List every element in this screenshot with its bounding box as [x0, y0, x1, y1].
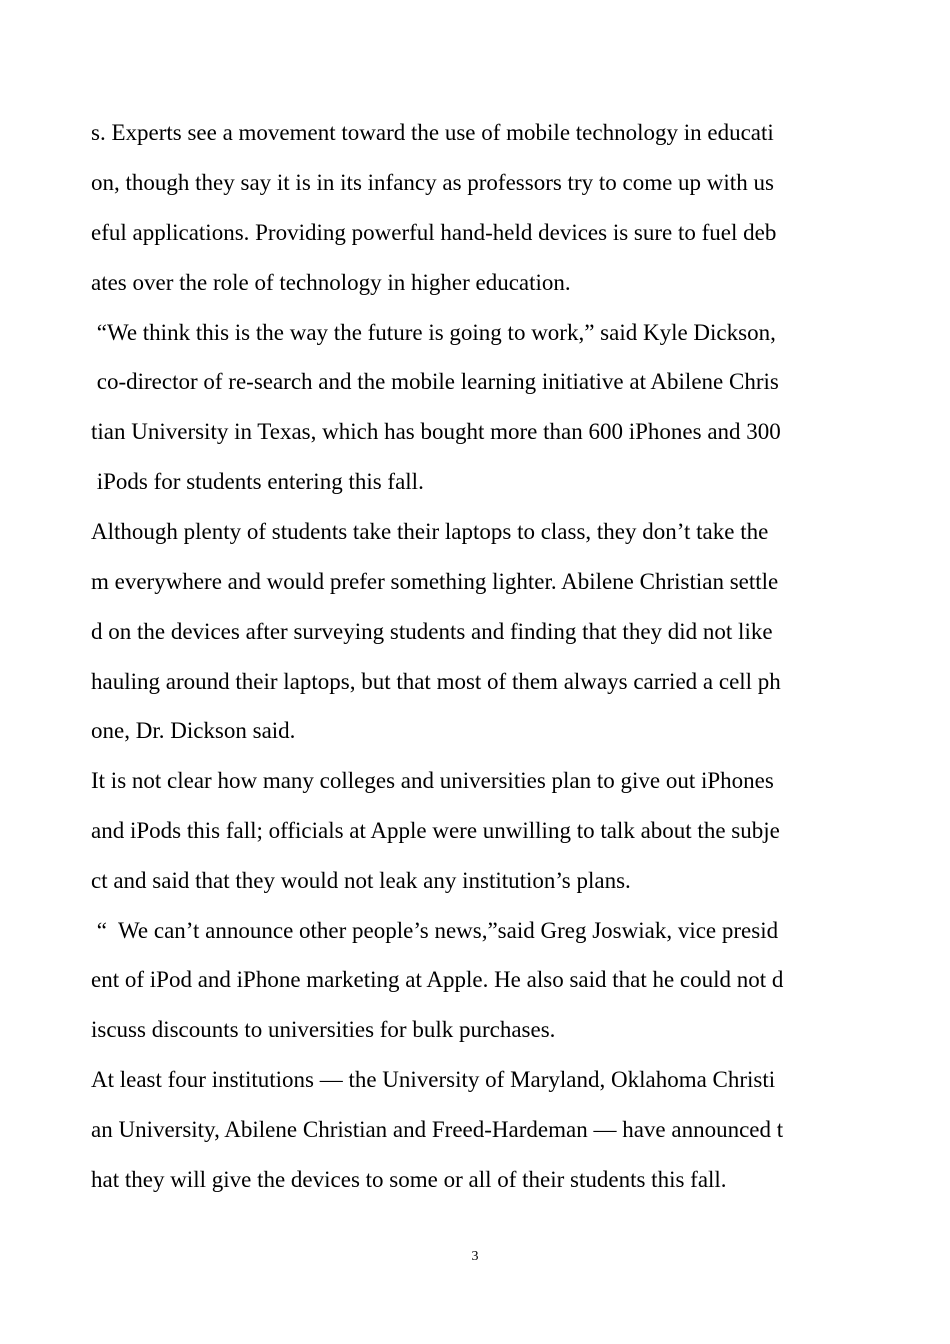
text-line: ates over the role of technology in higher education.: [91, 270, 571, 295]
text-line: ent of iPod and iPhone marketing at Apple. He also said that he could not d: [91, 967, 784, 992]
text-line: Although plenty of students take their laptops to class, they don’t take the: [91, 519, 769, 544]
text-line: and iPods this fall; officials at Apple were unwilling to talk about the subje: [91, 818, 780, 843]
text-line: iscuss discounts to universities for bulk purchases.: [91, 1017, 556, 1042]
text-line: m everywhere and would prefer something lighter. Abilene Christian settle: [91, 569, 779, 594]
text-line: “ We can’t announce other people’s news,”said Greg Joswiak, vice presid: [91, 918, 779, 943]
text-line: d on the devices after surveying students and finding that they did not like: [91, 619, 773, 644]
text-line: co-director of re-search and the mobile learning initiative at Abilene Chris: [91, 369, 779, 394]
text-line: It is not clear how many colleges and universities plan to give out iPhones: [91, 768, 774, 793]
text-line: an University, Abilene Christian and Freed-Hardeman — have announced t: [91, 1117, 784, 1142]
text-line: hauling around their laptops, but that most of them always carried a cell ph: [91, 669, 781, 694]
text-line: hat they will give the devices to some or all of their students this fall.: [91, 1167, 727, 1192]
text-line: tian University in Texas, which has bought more than 600 iPhones and 300: [91, 419, 781, 444]
text-line: “We think this is the way the future is going to work,” said Kyle Dickson,: [91, 320, 776, 345]
text-line: iPods for students entering this fall.: [91, 469, 424, 494]
text-line: eful applications. Providing powerful hand-held devices is sure to fuel deb: [91, 220, 777, 245]
text-line: one, Dr. Dickson said.: [91, 718, 296, 743]
text-line: ct and said that they would not leak any institution’s plans.: [91, 868, 631, 893]
text-line: At least four institutions — the University of Maryland, Oklahoma Christi: [91, 1067, 776, 1092]
text-line: s. Experts see a movement toward the use of mobile technology in educati: [91, 120, 774, 145]
page-number: 3: [471, 1249, 479, 1264]
text-line: on, though they say it is in its infancy as professors try to come up with us: [91, 170, 774, 195]
